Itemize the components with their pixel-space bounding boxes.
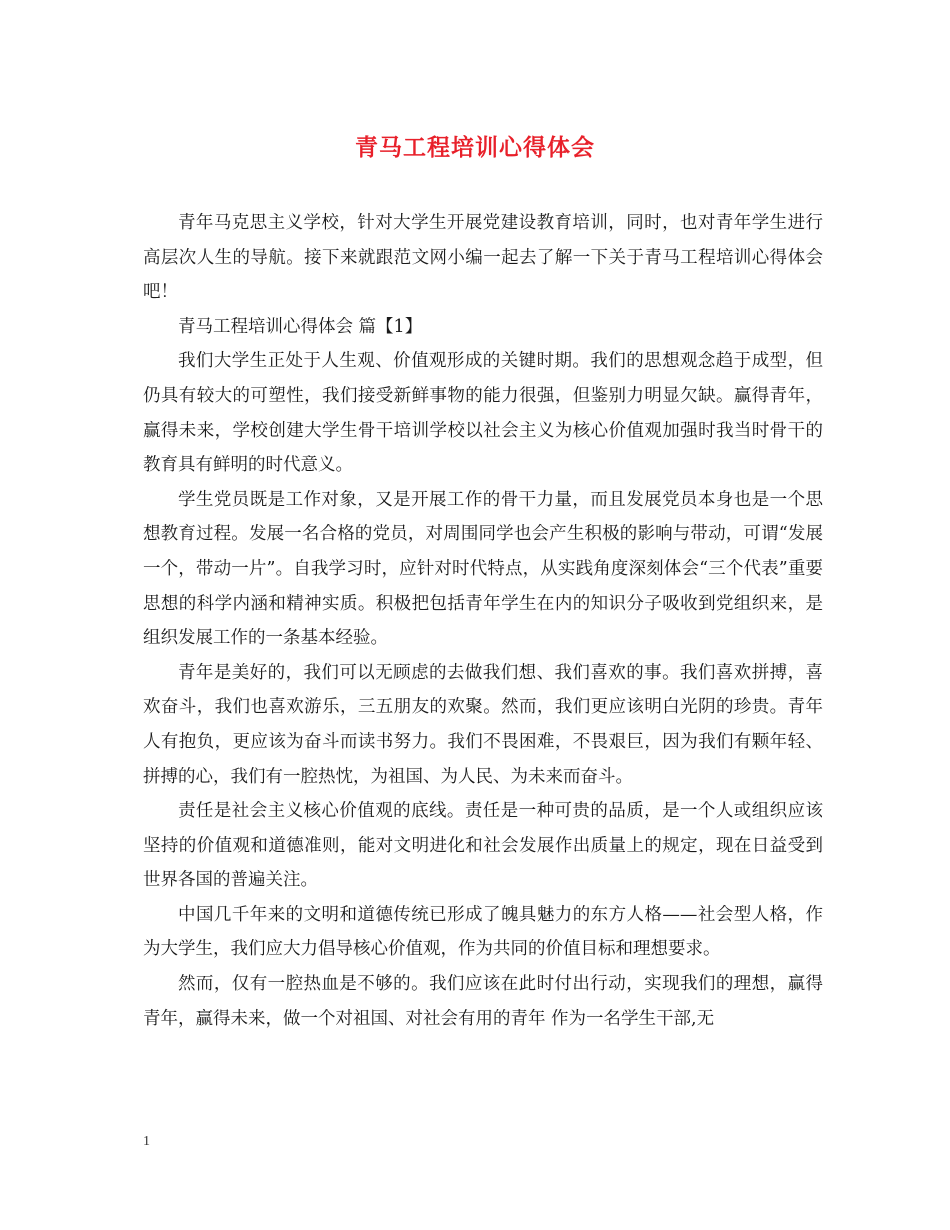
paragraph: 责任是社会主义核心价值观的底线。责任是一种可贵的品质，是一个人或组织应该坚持的价值观和道德准则，能对文明进化和社会发展作出质量上的规定，现在日益受到世界各国的普遍关注。 (143, 801, 823, 891)
paragraph-intro: 青年马克思主义学校，针对大学生开展党建设教育培训，同时，也对青年学生进行高层次人生的导航。接下来就跟范文网小编一起去了解一下关于青马工程培训心得体会吧！ (143, 213, 823, 303)
document-title: 青马工程培训心得体会 (355, 134, 595, 161)
paragraph: 学生党员既是工作对象，又是开展工作的骨干力量，而且发展党员本身也是一个思想教育过程。发展一名合格的党员，对周围同学也会产生积极的影响与带动，可谓“发展一个，带动一片”。自我学习时，应针对时代特点，从实践角度深刻体会“三个代表”重要思想的科学内涵和精神实质。积极把包括青年学生在内的知识分子吸收到党组织来，是组织发展工作的一条基本经验。 (143, 489, 823, 649)
section-heading: 青马工程培训心得体会 篇【1】 (178, 316, 423, 337)
document-body (143, 206, 823, 1036)
paragraph: 青年是美好的，我们可以无顾虑的去做我们想、我们喜欢的事。我们喜欢拼搏，喜欢奋斗，我们也喜欢游乐，三五朋友的欢聚。然而，我们更应该明白光阴的珍贵。青年人有抱负，更应该为奋斗而读书努力。我们不畏困难，不畏艰巨，因为我们有颗年轻、拼搏的心，我们有一腔热忱，为祖国、为人民、为未来而奋斗。 (143, 662, 823, 787)
paragraph: 中国几千年来的文明和道德传统已形成了魄具魅力的东方人格——社会型人格，作为大学生，我们应大力倡导核心价值观，作为共同的价值目标和理想要求。 (143, 904, 823, 960)
paragraph: 我们大学生正处于人生观、价值观形成的关键时期。我们的思想观念趋于成型，但仍具有较大的可塑性，我们接受新鲜事物的能力很强，但鉴别力明显欠缺。赢得青年，赢得未来，学校创建大学生骨干培训学校以社会主义为核心价值观加强时我当时骨干的教育具有鲜明的时代意义。 (143, 351, 823, 476)
page-number: 1 (143, 1134, 150, 1149)
paragraph: 然而，仅有一腔热血是不够的。我们应该在此时付出行动，实现我们的理想，赢得青年，赢得未来，做一个对祖国、对社会有用的青年 作为一名学生干部,无 (143, 974, 823, 1029)
